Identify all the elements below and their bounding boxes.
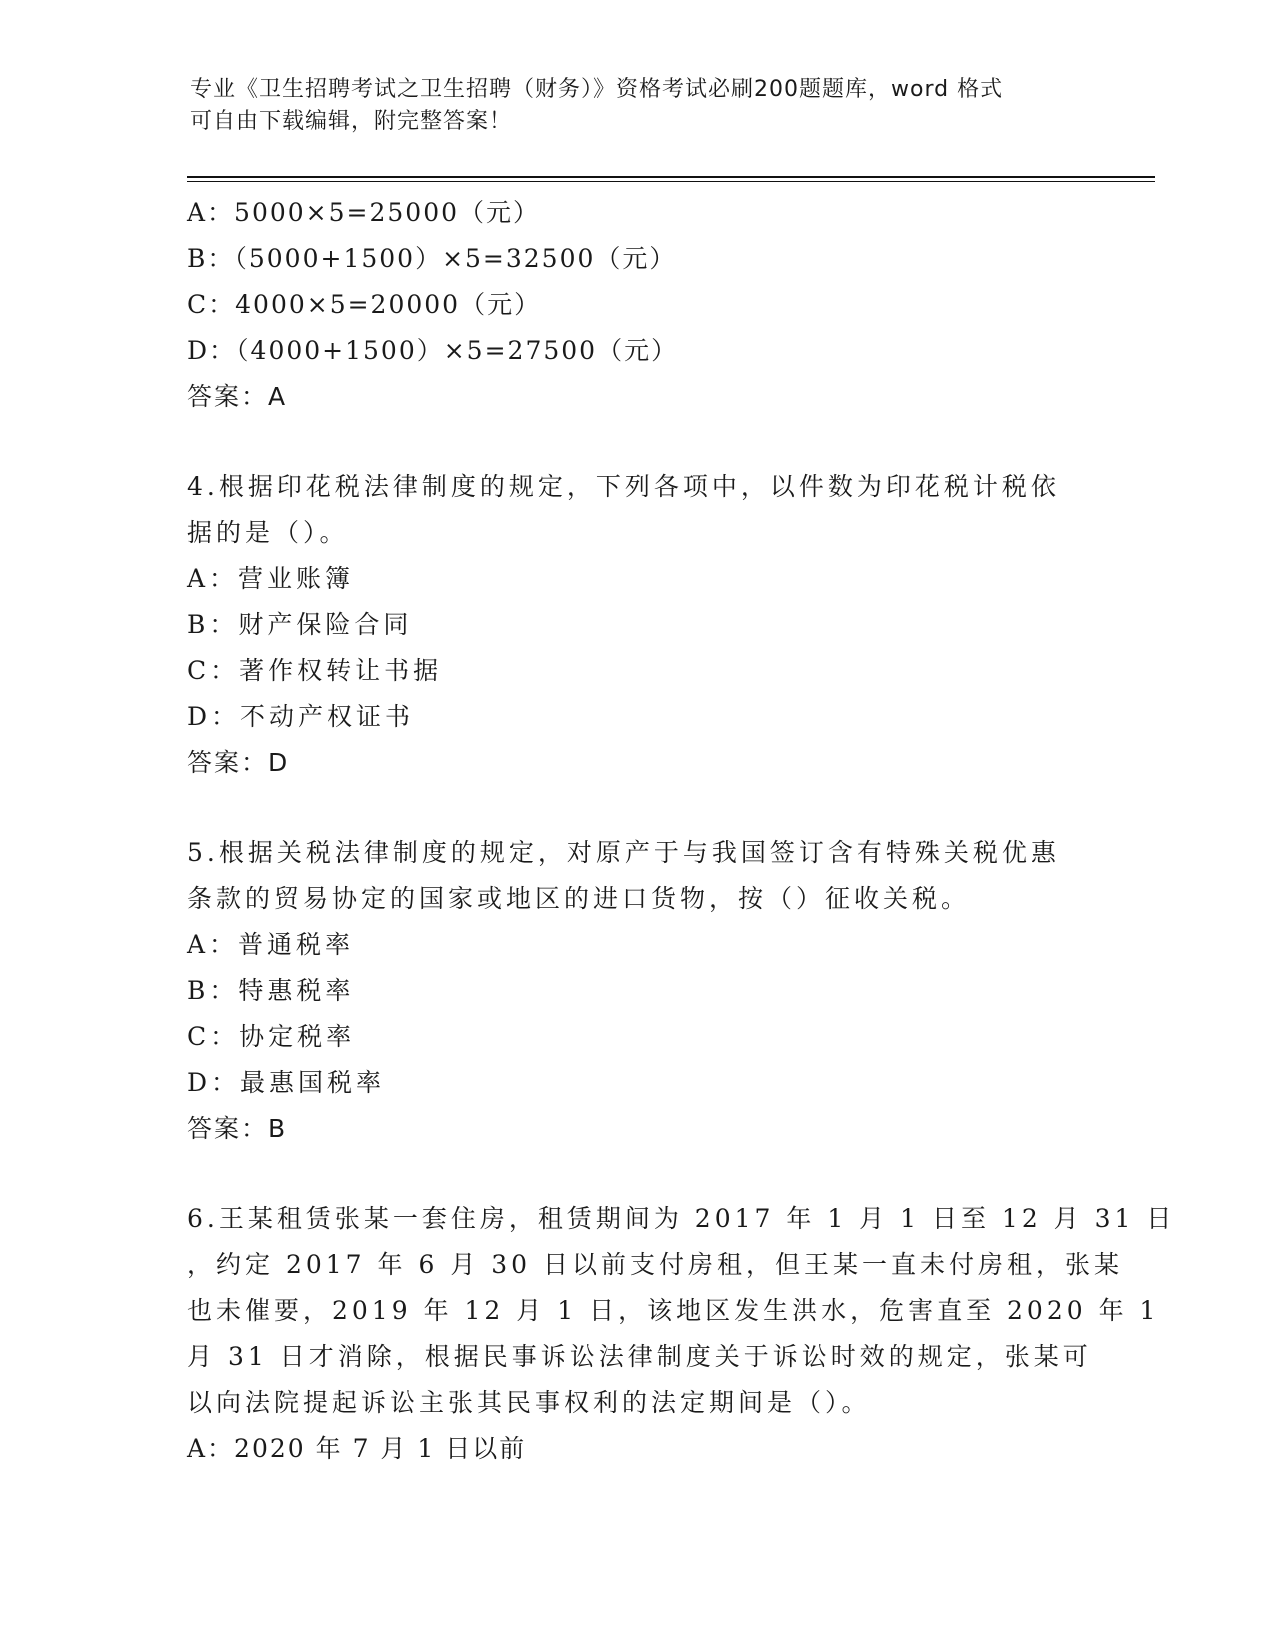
question-5 xyxy=(187,830,1087,1152)
header-rule-thick xyxy=(187,176,1155,178)
option-b: B：（5000+1500）×5=32500（元） xyxy=(187,244,677,273)
option-d: D：（4000+1500）×5=27500（元） xyxy=(187,336,679,365)
option-a: A：普通税率 xyxy=(187,930,355,959)
question-stem-line: 据的是（）。 xyxy=(187,518,349,547)
document-header xyxy=(190,74,1070,138)
spacer xyxy=(187,1152,1087,1196)
question-stem-line: 也未催要，2019 年 12 月 1 日，该地区发生洪水，危害直至 2020 年 1 xyxy=(187,1296,1160,1325)
spacer xyxy=(187,786,1087,830)
answer-line: 答案：D xyxy=(187,748,290,777)
spacer xyxy=(187,420,1087,464)
question-stem-line: 月 31 日才消除，根据民事诉讼法律制度关于诉讼时效的规定，张某可 xyxy=(187,1342,1092,1371)
option-a: A：5000×5=25000（元） xyxy=(187,198,541,227)
option-a: A：营业账簿 xyxy=(187,564,355,593)
header-line-2: 可自由下载编辑，附完整答案！ xyxy=(190,109,513,134)
question-stem-line: 5.根据关税法律制度的规定，对原产于与我国签订含有特殊关税优惠 xyxy=(187,838,1060,867)
question-stem-line: 4.根据印花税法律制度的规定，下列各项中，以件数为印花税计税依 xyxy=(187,472,1060,501)
option-d: D：不动产权证书 xyxy=(187,702,415,731)
question-stem-line: ，约定 2017 年 6 月 30 日以前支付房租，但王某一直未付房租，张某 xyxy=(187,1250,1124,1279)
header-line-1: 专业《卫生招聘考试之卫生招聘（财务）》资格考试必刷200题题库，word 格式 xyxy=(190,77,1004,102)
answer-line: 答案：B xyxy=(187,1114,288,1143)
answer-line: 答案：A xyxy=(187,382,288,411)
option-d: D：最惠国税率 xyxy=(187,1068,386,1097)
question-list xyxy=(187,190,1176,1472)
question-stem-line: 以向法院提起诉讼主张其民事权利的法定期间是（）。 xyxy=(187,1388,871,1417)
option-c: C：4000×5=20000（元） xyxy=(187,290,542,319)
question-stem-line: 6.王某租赁张某一套住房，租赁期间为 2017 年 1 月 1 日至 12 月 31 日 xyxy=(187,1204,1176,1233)
option-c: C：著作权转让书据 xyxy=(187,656,443,685)
question-stem-line: 条款的贸易协定的国家或地区的进口货物，按（）征收关税。 xyxy=(187,884,971,913)
header-rule-thin xyxy=(187,181,1155,182)
question-6 xyxy=(187,1196,1176,1472)
option-c: C：协定税率 xyxy=(187,1022,356,1051)
option-a: A：2020 年 7 月 1 日以前 xyxy=(187,1434,527,1463)
option-b: B：特惠税率 xyxy=(187,976,355,1005)
question-4 xyxy=(187,464,1087,786)
option-b: B：财产保险合同 xyxy=(187,610,413,639)
question-3 xyxy=(187,190,1087,420)
